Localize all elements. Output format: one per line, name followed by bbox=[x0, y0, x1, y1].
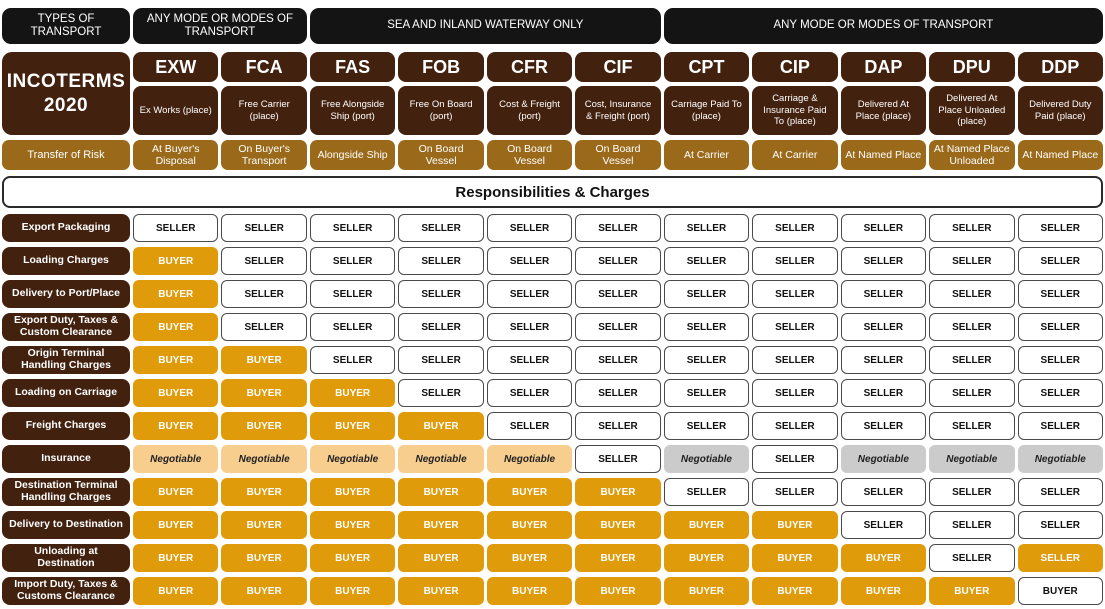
page-title bbox=[2, 52, 130, 135]
cell-cfr-buyer: BUYER bbox=[487, 577, 572, 605]
cell-cfr-buyer: BUYER bbox=[487, 511, 572, 539]
cell-fas-buyer: BUYER bbox=[310, 478, 395, 506]
risk-cell-ddp: At Named Place bbox=[1018, 140, 1103, 170]
cell-ddp-seller: SELLER bbox=[1018, 313, 1103, 341]
cell-ddp-seller: SELLER bbox=[1018, 280, 1103, 308]
cell-cfr-seller: SELLER bbox=[487, 412, 572, 440]
cell-cif-seller: SELLER bbox=[575, 313, 660, 341]
cell-fca-buyer: BUYER bbox=[221, 511, 306, 539]
cell-cip-seller: SELLER bbox=[752, 247, 837, 275]
cell-fca-buyer: BUYER bbox=[221, 544, 306, 572]
term-code-cfr: CFR bbox=[487, 52, 572, 82]
cell-dap-seller: SELLER bbox=[841, 511, 926, 539]
responsibilities-charges-title: Responsibilities & Charges bbox=[455, 183, 650, 201]
cell-dpu-seller: SELLER bbox=[929, 379, 1014, 407]
term-name-cif: Cost, Insurance & Freight (port) bbox=[575, 86, 660, 135]
matrix-row bbox=[2, 247, 1103, 275]
cell-dpu-negotiable-gray: Negotiable bbox=[929, 445, 1014, 473]
cell-dap-buyer: BUYER bbox=[841, 544, 926, 572]
cell-fas-negotiable: Negotiable bbox=[310, 445, 395, 473]
cell-cpt-seller: SELLER bbox=[664, 412, 749, 440]
matrix-row bbox=[2, 511, 1103, 539]
cell-dpu-seller: SELLER bbox=[929, 412, 1014, 440]
responsibility-matrix bbox=[2, 214, 1103, 605]
cell-cip-buyer: BUYER bbox=[752, 511, 837, 539]
mode-group-sea: SEA AND INLAND WATERWAY ONLY bbox=[310, 8, 661, 44]
cell-fob-buyer: BUYER bbox=[398, 544, 483, 572]
cell-exw-buyer: BUYER bbox=[133, 247, 218, 275]
cell-exw-buyer: BUYER bbox=[133, 379, 218, 407]
cell-cif-buyer: BUYER bbox=[575, 511, 660, 539]
row-label: Loading on Carriage bbox=[2, 379, 130, 407]
term-code-fca: FCA bbox=[221, 52, 306, 82]
cell-fob-seller: SELLER bbox=[398, 214, 483, 242]
cell-cip-buyer: BUYER bbox=[752, 544, 837, 572]
cell-fob-negotiable: Negotiable bbox=[398, 445, 483, 473]
cell-dpu-seller: SELLER bbox=[929, 280, 1014, 308]
cell-exw-buyer: BUYER bbox=[133, 313, 218, 341]
term-name-fas: Free Alongside Ship (port) bbox=[310, 86, 395, 135]
cell-dap-seller: SELLER bbox=[841, 346, 926, 374]
term-name-cfr: Cost & Freight (port) bbox=[487, 86, 572, 135]
term-code-cip: CIP bbox=[752, 52, 837, 82]
cell-fca-buyer: BUYER bbox=[221, 478, 306, 506]
cell-fas-seller: SELLER bbox=[310, 247, 395, 275]
cell-cpt-buyer: BUYER bbox=[664, 577, 749, 605]
mode-group-any-1: ANY MODE OR MODES OF TRANSPORT bbox=[133, 8, 307, 44]
cell-exw-buyer: BUYER bbox=[133, 577, 218, 605]
cell-exw-buyer: BUYER bbox=[133, 346, 218, 374]
risk-cell-cif: On Board Vessel bbox=[575, 140, 660, 170]
cell-cfr-seller: SELLER bbox=[487, 313, 572, 341]
title-line-1: INCOTERMS bbox=[6, 70, 126, 92]
cell-fca-seller: SELLER bbox=[221, 280, 306, 308]
cell-fca-negotiable: Negotiable bbox=[221, 445, 306, 473]
cell-cif-buyer: BUYER bbox=[575, 577, 660, 605]
risk-cell-exw: At Buyer's Disposal bbox=[133, 140, 218, 170]
cell-cif-seller: SELLER bbox=[575, 280, 660, 308]
cell-dap-buyer: BUYER bbox=[841, 577, 926, 605]
cell-cfr-seller: SELLER bbox=[487, 247, 572, 275]
cell-dap-seller: SELLER bbox=[841, 412, 926, 440]
cell-cif-seller: SELLER bbox=[575, 412, 660, 440]
cell-cfr-seller: SELLER bbox=[487, 280, 572, 308]
cell-cip-seller: SELLER bbox=[752, 214, 837, 242]
term-code-cif: CIF bbox=[575, 52, 660, 82]
term-code-dap: DAP bbox=[841, 52, 926, 82]
cell-ddp-seller: SELLER bbox=[1018, 379, 1103, 407]
term-code-cpt: CPT bbox=[664, 52, 749, 82]
cell-cif-seller: SELLER bbox=[575, 445, 660, 473]
cell-dap-negotiable-gray: Negotiable bbox=[841, 445, 926, 473]
cell-dpu-seller: SELLER bbox=[929, 247, 1014, 275]
matrix-row bbox=[2, 478, 1103, 506]
cell-fca-seller: SELLER bbox=[221, 214, 306, 242]
cell-cfr-seller: SELLER bbox=[487, 379, 572, 407]
term-name-fob: Free On Board (port) bbox=[398, 86, 483, 135]
risk-cell-fob: On Board Vessel bbox=[398, 140, 483, 170]
cell-dpu-buyer: BUYER bbox=[929, 577, 1014, 605]
cell-fca-buyer: BUYER bbox=[221, 346, 306, 374]
risk-cell-fca: On Buyer's Transport bbox=[221, 140, 306, 170]
cell-fas-seller: SELLER bbox=[310, 214, 395, 242]
cell-cpt-buyer: BUYER bbox=[664, 511, 749, 539]
cell-dpu-seller: SELLER bbox=[929, 346, 1014, 374]
cell-ddp-seller: SELLER bbox=[1018, 247, 1103, 275]
row-label: Loading Charges bbox=[2, 247, 130, 275]
cell-cfr-seller: SELLER bbox=[487, 214, 572, 242]
cell-fas-buyer: BUYER bbox=[310, 412, 395, 440]
cell-ddp-seller: SELLER bbox=[1018, 214, 1103, 242]
cell-cif-seller: SELLER bbox=[575, 379, 660, 407]
cell-fob-seller: SELLER bbox=[398, 313, 483, 341]
risk-cell-cpt: At Carrier bbox=[664, 140, 749, 170]
cell-exw-negotiable: Negotiable bbox=[133, 445, 218, 473]
matrix-row bbox=[2, 412, 1103, 440]
term-name-exw: Ex Works (place) bbox=[133, 86, 218, 135]
cell-dpu-seller: SELLER bbox=[929, 313, 1014, 341]
term-code-exw: EXW bbox=[133, 52, 218, 82]
cell-cpt-seller: SELLER bbox=[664, 247, 749, 275]
cell-cpt-seller: SELLER bbox=[664, 346, 749, 374]
row-label: Delivery to Port/Place bbox=[2, 280, 130, 308]
term-name-cip: Carriage & Insurance Paid To (place) bbox=[752, 86, 837, 135]
cell-dap-seller: SELLER bbox=[841, 313, 926, 341]
cell-cip-seller: SELLER bbox=[752, 412, 837, 440]
matrix-row bbox=[2, 544, 1103, 572]
row-label: Export Packaging bbox=[2, 214, 130, 242]
matrix-row bbox=[2, 346, 1103, 374]
cell-exw-buyer: BUYER bbox=[133, 412, 218, 440]
cell-fob-seller: SELLER bbox=[398, 280, 483, 308]
cell-ddp-seller: SELLER bbox=[1018, 346, 1103, 374]
cell-ddp-negotiable-gray: Negotiable bbox=[1018, 445, 1103, 473]
cell-cif-buyer: BUYER bbox=[575, 544, 660, 572]
row-label: Export Duty, Taxes & Custom Clearance bbox=[2, 313, 130, 341]
cell-cif-seller: SELLER bbox=[575, 214, 660, 242]
cell-fob-buyer: BUYER bbox=[398, 478, 483, 506]
cell-cip-buyer: BUYER bbox=[752, 577, 837, 605]
cell-cfr-buyer: BUYER bbox=[487, 478, 572, 506]
cell-ddp-seller-orange: SELLER bbox=[1018, 544, 1103, 572]
matrix-row bbox=[2, 280, 1103, 308]
mode-group-any-2: ANY MODE OR MODES OF TRANSPORT bbox=[664, 8, 1103, 44]
matrix-row bbox=[2, 445, 1103, 473]
cell-dpu-seller: SELLER bbox=[929, 214, 1014, 242]
cell-fca-buyer: BUYER bbox=[221, 379, 306, 407]
cell-fca-buyer: BUYER bbox=[221, 577, 306, 605]
cell-cip-seller: SELLER bbox=[752, 478, 837, 506]
risk-cell-dpu: At Named Place Unloaded bbox=[929, 140, 1014, 170]
matrix-row bbox=[2, 379, 1103, 407]
term-name-ddp: Delivered Duty Paid (place) bbox=[1018, 86, 1103, 135]
cell-exw-buyer: BUYER bbox=[133, 280, 218, 308]
transport-mode-band bbox=[2, 8, 1103, 44]
cell-cip-seller: SELLER bbox=[752, 280, 837, 308]
term-name-dap: Delivered At Place (place) bbox=[841, 86, 926, 135]
cell-fas-buyer: BUYER bbox=[310, 577, 395, 605]
cell-cip-seller: SELLER bbox=[752, 445, 837, 473]
matrix-row bbox=[2, 214, 1103, 242]
cell-fca-seller: SELLER bbox=[221, 247, 306, 275]
term-code-ddp: DDP bbox=[1018, 52, 1103, 82]
cell-fca-seller: SELLER bbox=[221, 313, 306, 341]
cell-cip-seller: SELLER bbox=[752, 379, 837, 407]
cell-dpu-seller: SELLER bbox=[929, 478, 1014, 506]
transfer-of-risk-row bbox=[2, 140, 1103, 170]
matrix-row bbox=[2, 313, 1103, 341]
cell-exw-buyer: BUYER bbox=[133, 478, 218, 506]
cell-fas-buyer: BUYER bbox=[310, 511, 395, 539]
cell-fob-buyer: BUYER bbox=[398, 577, 483, 605]
risk-cell-fas: Alongside Ship bbox=[310, 140, 395, 170]
row-label: Insurance bbox=[2, 445, 130, 473]
cell-dap-seller: SELLER bbox=[841, 379, 926, 407]
cell-fas-buyer: BUYER bbox=[310, 544, 395, 572]
cell-fob-seller: SELLER bbox=[398, 346, 483, 374]
term-code-fas: FAS bbox=[310, 52, 395, 82]
cell-cpt-seller: SELLER bbox=[664, 379, 749, 407]
cell-fob-buyer: BUYER bbox=[398, 511, 483, 539]
cell-dap-seller: SELLER bbox=[841, 280, 926, 308]
cell-cip-seller: SELLER bbox=[752, 313, 837, 341]
term-code-dpu: DPU bbox=[929, 52, 1014, 82]
cell-ddp-buyer-white: BUYER bbox=[1018, 577, 1103, 605]
cell-cpt-buyer: BUYER bbox=[664, 544, 749, 572]
row-label: Import Duty, Taxes & Customs Clearance bbox=[2, 577, 130, 605]
cell-fob-buyer: BUYER bbox=[398, 412, 483, 440]
cell-fob-seller: SELLER bbox=[398, 247, 483, 275]
cell-ddp-seller: SELLER bbox=[1018, 478, 1103, 506]
terms-header-band bbox=[2, 52, 1103, 135]
cell-fca-buyer: BUYER bbox=[221, 412, 306, 440]
cell-fas-seller: SELLER bbox=[310, 313, 395, 341]
cell-cip-seller: SELLER bbox=[752, 346, 837, 374]
cell-cif-seller: SELLER bbox=[575, 247, 660, 275]
cell-dap-seller: SELLER bbox=[841, 214, 926, 242]
cell-cfr-seller: SELLER bbox=[487, 346, 572, 374]
cell-dap-seller: SELLER bbox=[841, 247, 926, 275]
cell-dap-seller: SELLER bbox=[841, 478, 926, 506]
row-label: Unloading at Destination bbox=[2, 544, 130, 572]
row-label: Freight Charges bbox=[2, 412, 130, 440]
cell-cif-seller: SELLER bbox=[575, 346, 660, 374]
cell-cpt-negotiable-gray: Negotiable bbox=[664, 445, 749, 473]
cell-fas-seller: SELLER bbox=[310, 280, 395, 308]
cell-cif-buyer: BUYER bbox=[575, 478, 660, 506]
responsibilities-charges-bar bbox=[2, 176, 1103, 208]
risk-cell-dap: At Named Place bbox=[841, 140, 926, 170]
transfer-of-risk-label: Transfer of Risk bbox=[2, 140, 130, 170]
title-line-2: 2020 bbox=[43, 94, 89, 116]
cell-fas-buyer: BUYER bbox=[310, 379, 395, 407]
row-label: Delivery to Destination bbox=[2, 511, 130, 539]
term-name-dpu: Delivered At Place Unloaded (place) bbox=[929, 86, 1014, 135]
risk-cell-cip: At Carrier bbox=[752, 140, 837, 170]
cell-exw-buyer: BUYER bbox=[133, 511, 218, 539]
cell-fas-seller: SELLER bbox=[310, 346, 395, 374]
row-label: Destination Terminal Handling Charges bbox=[2, 478, 130, 506]
cell-ddp-seller: SELLER bbox=[1018, 412, 1103, 440]
cell-exw-seller: SELLER bbox=[133, 214, 218, 242]
risk-cell-cfr: On Board Vessel bbox=[487, 140, 572, 170]
cell-cpt-seller: SELLER bbox=[664, 478, 749, 506]
cell-fob-seller: SELLER bbox=[398, 379, 483, 407]
cell-cfr-buyer: BUYER bbox=[487, 544, 572, 572]
types-of-transport-header: TYPES OF TRANSPORT bbox=[2, 8, 130, 44]
cell-cpt-seller: SELLER bbox=[664, 280, 749, 308]
cell-ddp-seller: SELLER bbox=[1018, 511, 1103, 539]
cell-cpt-seller: SELLER bbox=[664, 214, 749, 242]
cell-dpu-seller: SELLER bbox=[929, 544, 1014, 572]
cell-dpu-seller: SELLER bbox=[929, 511, 1014, 539]
cell-cfr-negotiable: Negotiable bbox=[487, 445, 572, 473]
term-name-cpt: Carriage Paid To (place) bbox=[664, 86, 749, 135]
term-name-fca: Free Carrier (place) bbox=[221, 86, 306, 135]
cell-exw-buyer: BUYER bbox=[133, 544, 218, 572]
term-code-fob: FOB bbox=[398, 52, 483, 82]
cell-cpt-seller: SELLER bbox=[664, 313, 749, 341]
row-label: Origin Terminal Handling Charges bbox=[2, 346, 130, 374]
matrix-row bbox=[2, 577, 1103, 605]
